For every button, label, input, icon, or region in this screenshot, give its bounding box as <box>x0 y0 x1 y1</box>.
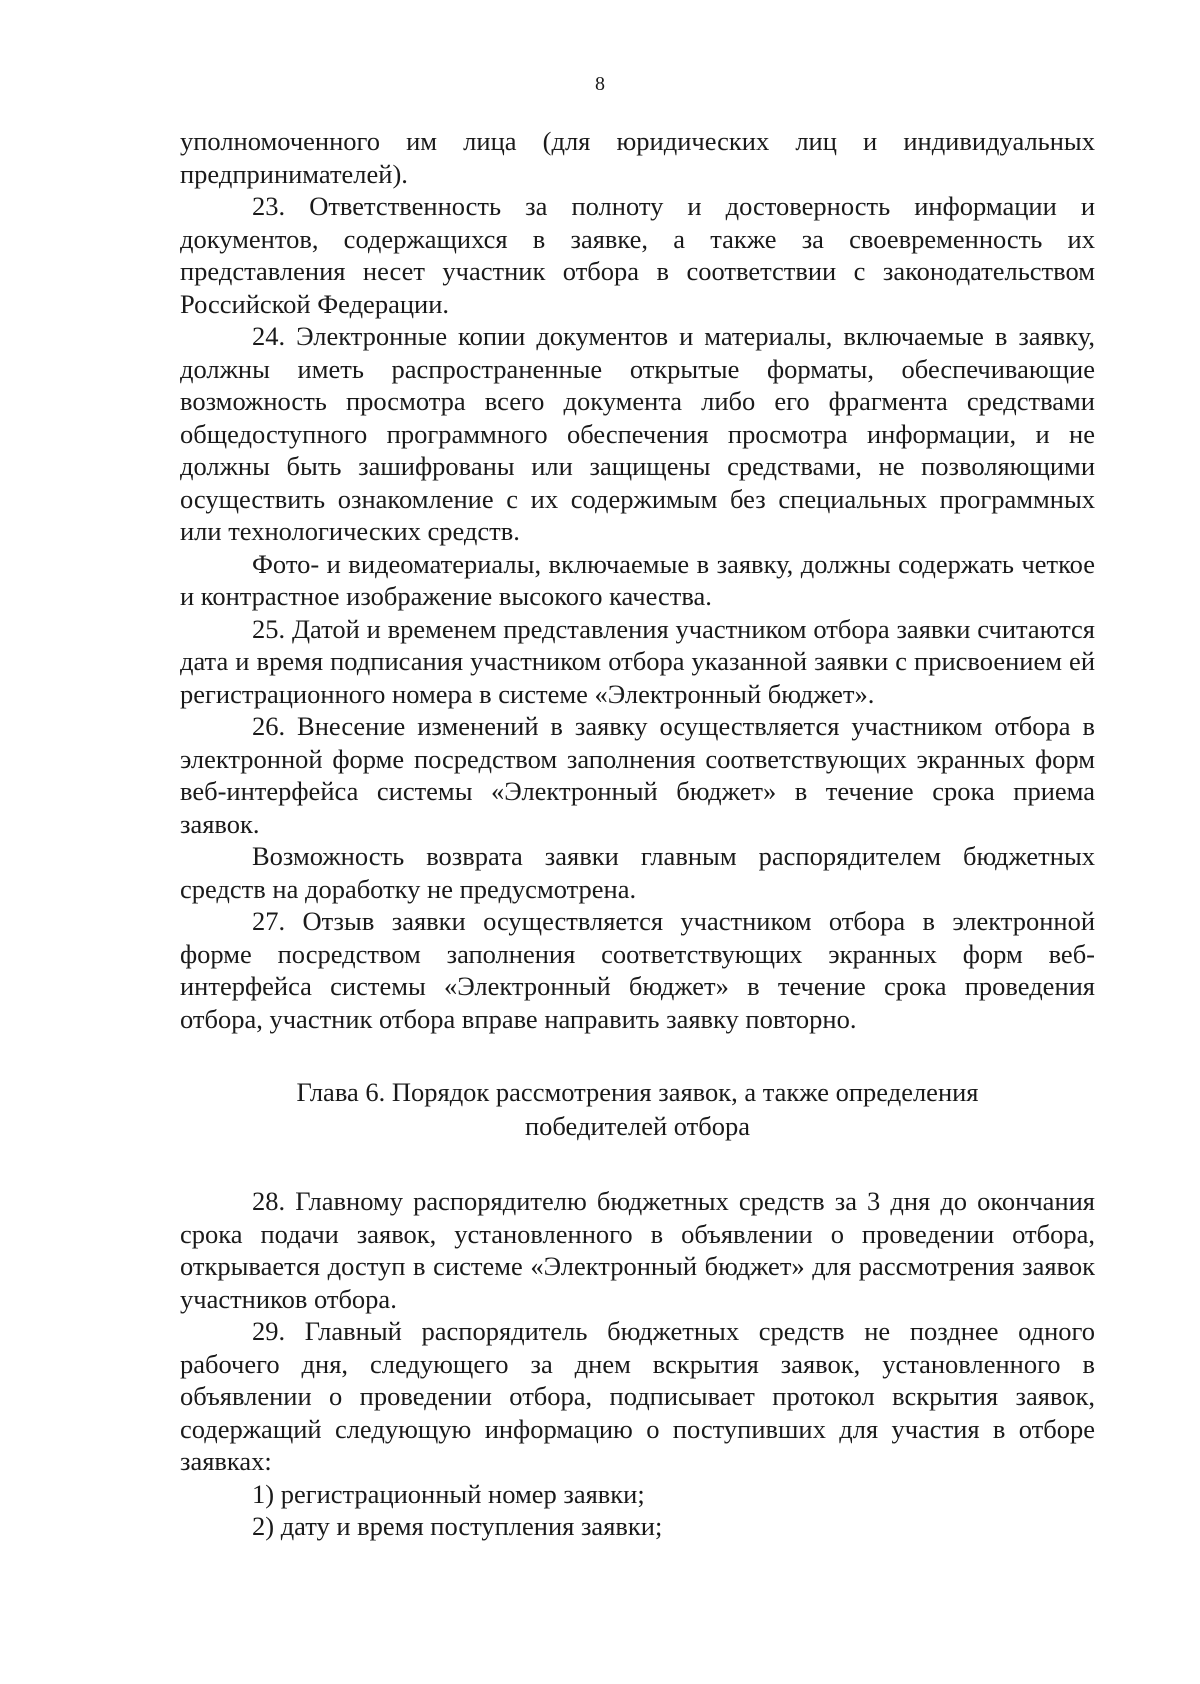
paragraph-25: 25. Датой и временем представления участником отбора заявки считаются дата и время подписания участником отбора указанной заявки с присвоением ей регистрационного номера в системе «Электронный бюджет». <box>180 613 1095 709</box>
paragraph-photo-video: Фото- и видеоматериалы, включаемые в заявку, должны содержать четкое и контрастное изображение высокого качества. <box>180 548 1095 611</box>
chapter-heading <box>180 1075 1095 1143</box>
page-number: 8 <box>595 73 605 95</box>
paragraph-continuation: уполномоченного им лица (для юридических лиц и индивидуальных предпринимателей). <box>180 126 1095 189</box>
chapter-heading-line-2: победителей отбора <box>524 1111 750 1141</box>
paragraph-return: Возможность возврата заявки главным распорядителем бюджетных средств на доработку не предусмотрена. <box>180 841 1095 904</box>
paragraph-29: 29. Главный распорядитель бюджетных средств не позднее одного рабочего дня, следующего за днем вскрытия заявок, установленного в объявлении о проведении отбора, подписывает протокол вскрытия заявок, содержащий следующую информацию о поступивших для участия в отборе заявках: <box>180 1316 1095 1476</box>
paragraph-23: 23. Ответственность за полноту и достоверность информации и документов, содержащихся в заявке, а также за своевременность их представления несет участник отбора в соответствии с законодательством Российской Федерации. <box>180 191 1095 319</box>
list-item: 1) регистрационный номер заявки; <box>252 1478 645 1509</box>
paragraph-26: 26. Внесение изменений в заявку осуществляется участником отбора в электронной форме посредством заполнения соответствующих экранных форм веб-интерфейса системы «Электронный бюджет» в течение срока приема заявок. <box>180 711 1095 839</box>
document-body <box>180 125 1095 1543</box>
list-item: 2) дату и время поступления заявки; <box>252 1511 663 1541</box>
chapter-heading-line-1: Глава 6. Порядок рассмотрения заявок, а также определения <box>296 1077 979 1107</box>
paragraph-24: 24. Электронные копии документов и материалы, включаемые в заявку, должны иметь распространенные открытые форматы, обеспечивающие возможность просмотра всего документа либо его фрагмента средствами общедоступного программного обеспечения просмотра информации, и не должны быть зашифрованы или защищены средствами, не позволяющими осуществить ознакомление с их содержимым без специальных программных или технологических средств. <box>180 321 1095 546</box>
paragraph-27: 27. Отзыв заявки осуществляется участником отбора в электронной форме посредством заполнения соответствующих экранных форм веб-интерфейса системы «Электронный бюджет» в течение срока проведения отбора, участник отбора вправе направить заявку повторно. <box>180 906 1095 1034</box>
paragraph-28: 28. Главному распорядителю бюджетных средств за 3 дня до окончания срока подачи заявок, установленного в объявлении о проведении отбора, открывается доступ в системе «Электронный бюджет» для рассмотрения заявок участников отбора. <box>180 1186 1095 1314</box>
